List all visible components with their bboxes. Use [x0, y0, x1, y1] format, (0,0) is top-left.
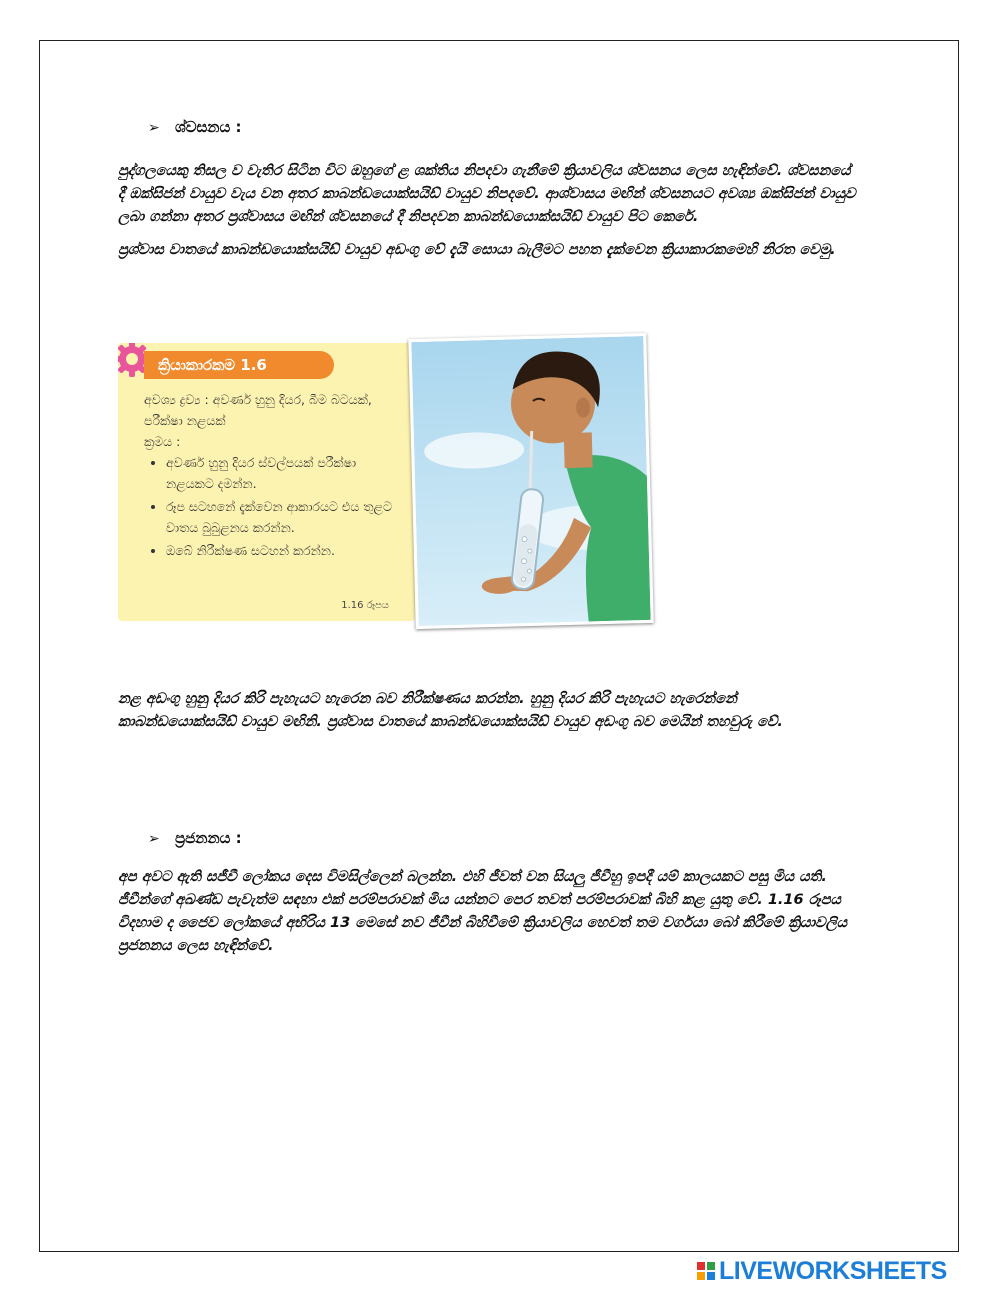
paragraph: පුද්ගලයෙකු තිසල ව වැතිර සිටින විට ඔහුගේ ළ ශක්තිය නිපදවා ගැනීමේ ක්‍රියාවලිය ශ්වසනය ලෙස හැඳින්වේ. ශ්වසනයේ දී ඔක්සිජන් වායුව වැය වන අතර කාබන්ඩයොක්සයිඩ් වායුව නිපදවේ. ආශ්වාසය මඟින් ශ්වසනයට අවශ්‍ය ඔක්සිජන් වායුව ලබා ගන්නා අතර ප්‍රශ්වාසය මඟින් ශ්වසනයේ දී නිපදවන කාබන්ඩයොක්සයිඩ් වායුව පිට කෙරේ. [118, 163, 856, 225]
figure-label: 1.16 රූපය [341, 600, 389, 611]
section-heading-reproduction [148, 829, 242, 847]
boy-blowing-test-tube-illustration [408, 333, 654, 629]
method-label: ක්‍රමය : [144, 434, 181, 449]
section-heading-respiration [148, 118, 241, 136]
paragraph: නළ අඩංගු හුනු දියර කිරි පැහැයට හැරෙන බව නිරීක්ෂණය කරන්න. හුනු දියර කිරි පැහැයට හැරෙන්නේ කාබන්ඩයොක්සයිඩ් වායුව මඟිනි. ප්‍රශ්වාස වාතයේ කාබන්ඩයොක්සයිඩ් වායුව අඩංගු බව මෙයින් තහවුරු වේ. [118, 691, 783, 730]
list-item: • ඔබේ නිරීක්ෂණ සටහන් කරන්න. [166, 540, 404, 561]
heading-text: ප්‍රජනනය : [174, 829, 242, 847]
arrow-bullet-icon: ➢ [148, 120, 160, 136]
materials-text: අවශ්‍ය ද්‍රව්‍ය : අවර්ණ හුනු දියර, බීම බටයක්, පරීක්ෂා නළයක් [144, 392, 372, 428]
arrow-bullet-icon: ➢ [148, 831, 160, 847]
paragraph: අප අවට ඇති සජීවී ලෝකය දෙස විමසිල්ලෙන් බලන්න. එහි ජීවත් වන සියලු ජීවීහු ඉපදී යම් කාලයකට පසු මිය යති. ජීවීන්ගේ අඛණ්ඩ පැවැත්ම සඳහා එක් පරම්පරාවක් මිය යන්නට පෙර තවත් පරම්පරාවක් බිහි කළ යුතු වේ. 1.16 රූපය විදහාම ද ජෛව ලෝකයේ අභිරිය 13 මෙසේ නව ජීවීන් බිහිවීමේ ක්‍රියාවලිය හෙවත් තම වර්ගයා බෝ කිරීමේ ක්‍රියාවලිය ප්‍රජනනය ලෙස හැඳින්වේ. [118, 869, 848, 954]
steps-list [144, 452, 404, 561]
logo-block [707, 1272, 715, 1280]
list-item: • අවර්ණ හුනු දියර ස්වල්පයක් පරීක්ෂා නළයකට දමන්න. [166, 452, 404, 494]
liveworksheets-logo[interactable] [697, 1257, 947, 1285]
paragraph: ප්‍රශ්වාස වාතයේ කාබන්ඩයොක්සයිඩ් වායුව අඩංගු වේ දැයි සොයා බැලීමට පහත දැක්වෙන ක්‍රියාකාරකමෙහි නිරත වෙමු. [118, 242, 836, 258]
observation-text [118, 688, 858, 744]
logo-blocks-icon [697, 1262, 715, 1280]
list-item: • රූප සටහනේ දැක්වෙන ආකාරයට එය තුළට වාතය බුබුළනය කරන්න. [166, 496, 404, 538]
activity-content [144, 389, 404, 563]
reproduction-text [118, 866, 858, 968]
logo-text: LIVEWORKSHEETS [719, 1256, 947, 1285]
heading-text: ශ්වසනය : [174, 118, 242, 136]
activity-title: ක්‍රියාකාරකම 1.6 [144, 351, 334, 379]
logo-block [697, 1272, 705, 1280]
respiration-text [118, 160, 858, 272]
activity-box [118, 343, 415, 621]
logo-block [707, 1262, 715, 1270]
logo-block [697, 1262, 705, 1270]
